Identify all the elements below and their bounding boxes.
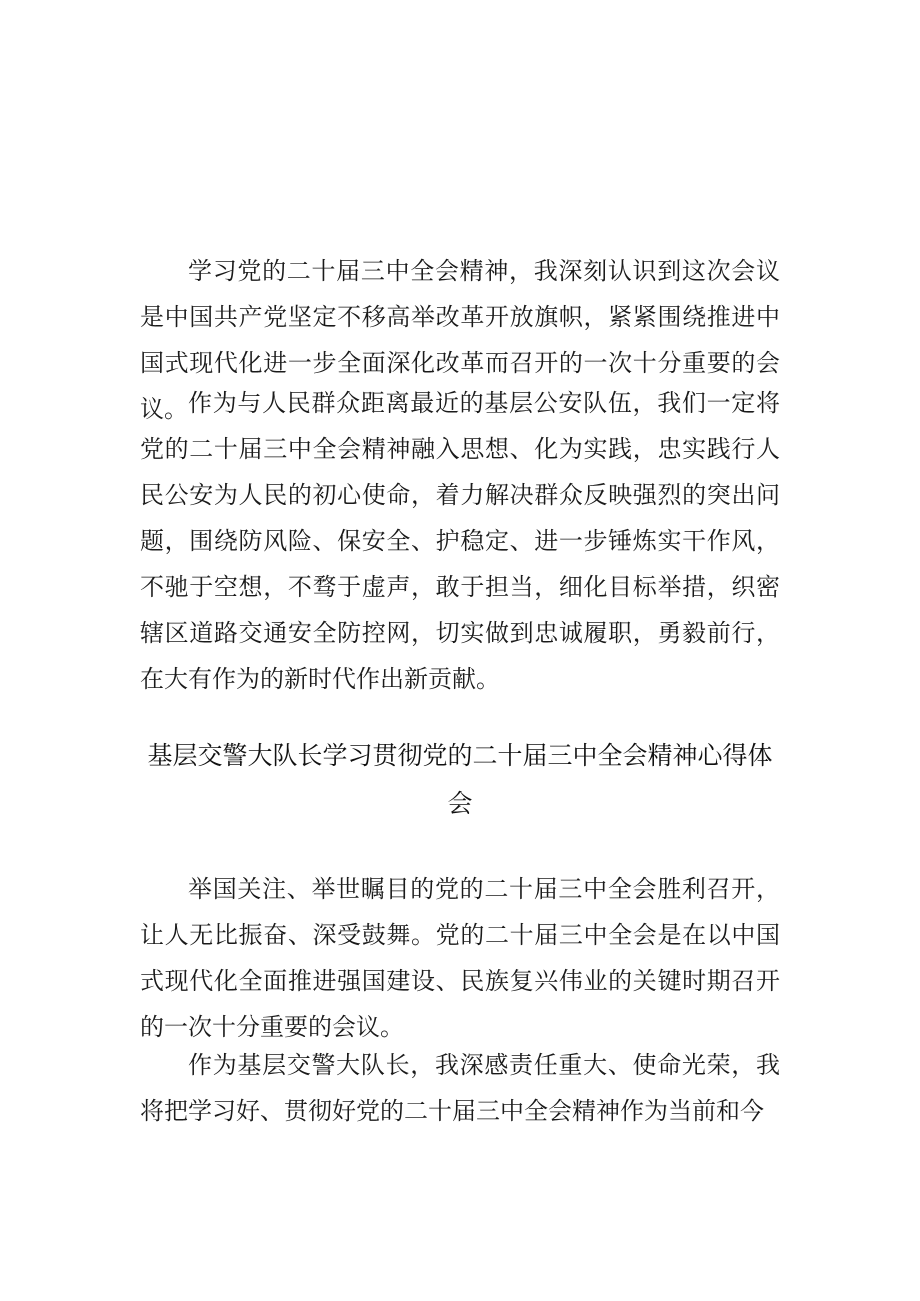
section-heading: 基层交警大队长学习贯彻党的二十届三中全会精神心得体会 [147,741,773,818]
paragraph-responsibility: 作为基层交警大队长，我深感责任重大、使命光荣，我将把学习好、贯彻好党的二十届三中全会精神作为当前和今 [140,1051,780,1125]
paragraph-commitment: 作为与人民群众距离最近的基层公安队伍，我们一定将党的二十届三中全会精神融入思想、化为实践，忠实践行人民公安为人民的初心使命，着力解决群众反映强烈的突出问题，围绕防风险、保安全、护稳定、进一步锤炼实干作风，不驰于空想，不骛于虚声，敢于担当，细化目标举措，织密辖区道路交通安全防控网，切实做到忠诚履职，勇毅前行，在大有作为的新时代作出新贡献。 [140,389,780,693]
paragraph-intro: 学习党的二十届三中全会精神，我深刻认识到这次会议是中国共产党坚定不移高举改革开放旗帜，紧紧围绕推进中国式现代化进一步全面深化改革而召开的一次十分重要的会议。 [140,257,780,423]
paragraph-plenum: 举国关注、举世瞩目的党的二十届三中全会胜利召开，让人无比振奋、深受鼓舞。党的二十届三中全会是在以中国式现代化全面推进强国建设、民族复兴伟业的关键时期召开的一次十分重要的会议。 [140,875,780,1041]
